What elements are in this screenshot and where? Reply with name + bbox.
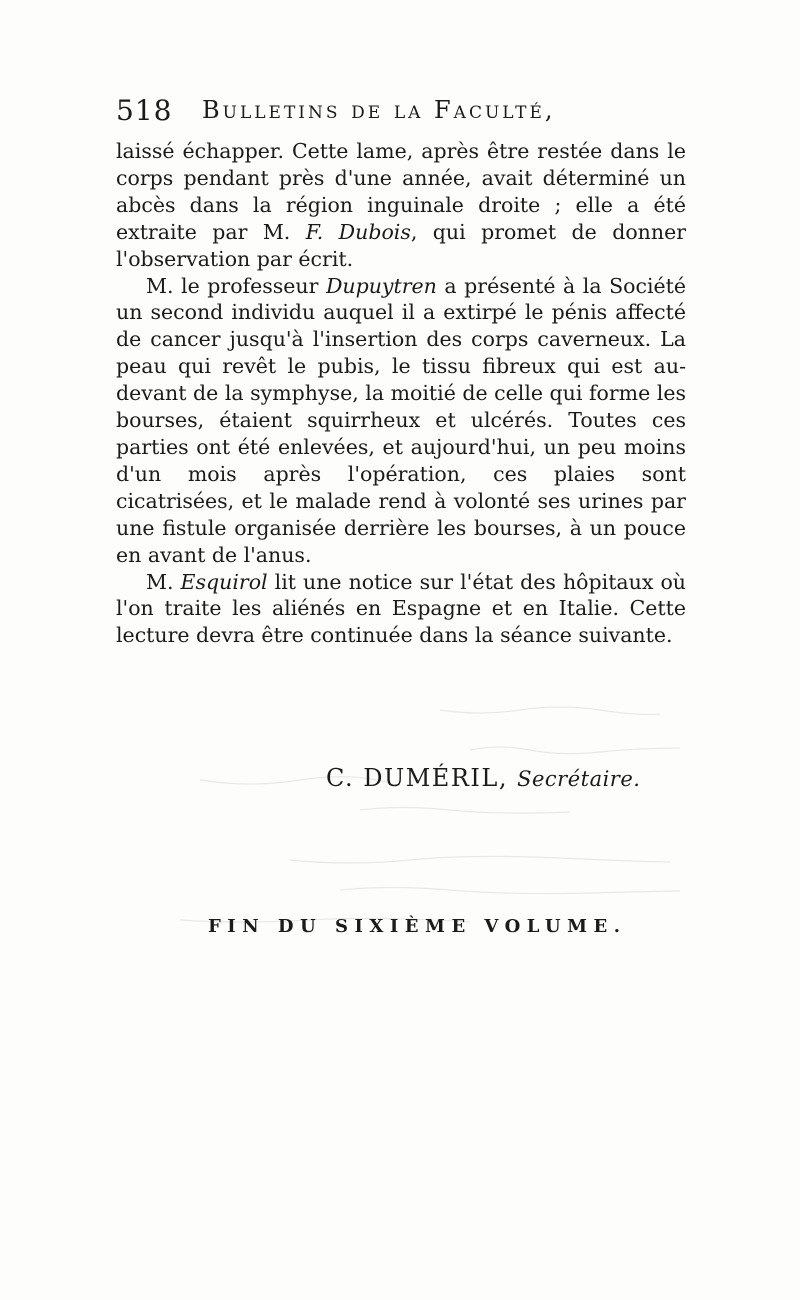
page-number: 518 bbox=[116, 94, 173, 127]
signature-role: Secrétaire. bbox=[517, 767, 641, 791]
signature-name: C. DUMÉRIL bbox=[326, 764, 499, 792]
paragraph-esquirol bbox=[116, 569, 686, 650]
signature bbox=[326, 764, 640, 792]
paragraph-text: lit une notice sur l'état des hôpitaux où l'on traite les aliénés en Espagne et en Italie. Cette lecture devra être continuée dans la séance suivante. bbox=[116, 569, 686, 648]
running-title: Bulletins de la Faculté, bbox=[202, 96, 556, 124]
paragraph-dupuytren bbox=[116, 273, 686, 569]
paragraph-text: a présenté à la Société un second individu auquel il a extirpé le pénis affecté de cancer jusqu'à l'insertion des corps caverneux. La peau qui revêt le pubis, le tissu fibreux qui est au-devant de la symphyse, la moitié de celle qui forme les bourses, étaient squirrheux et ulcérés. Toutes ces parties ont été enlevées, et aujourd'hui, un peu moins d'un mois après l'opération, ces plaies sont cicatrisées, et le malade rend à volonté ses urines par une fistule organisée derrière les bourses, à un pouce en avant de l'anus. bbox=[116, 273, 686, 567]
person-name: Dupuytren bbox=[325, 273, 437, 298]
page-header bbox=[116, 92, 686, 128]
paragraph-text: M. le professeur bbox=[146, 273, 326, 298]
paragraph-text: laissé échapper. Cette lame, après être restée dans le corps pendant près d'une année, avait déterminé un abcès dans la région inguinale droite ; elle a été extraite par M. bbox=[116, 139, 686, 244]
paragraph-dubois bbox=[116, 138, 686, 273]
end-of-volume-colophon: FIN DU SIXIÈME VOLUME. bbox=[208, 916, 627, 937]
person-name: Esquirol bbox=[180, 569, 268, 594]
paragraph-text: M. bbox=[146, 569, 181, 594]
person-name: F. Dubois bbox=[305, 219, 411, 244]
body-text bbox=[116, 138, 686, 649]
paragraph-text: , qui promet de donner l'observation par écrit. bbox=[116, 219, 686, 271]
signature-separator: , bbox=[498, 764, 518, 792]
